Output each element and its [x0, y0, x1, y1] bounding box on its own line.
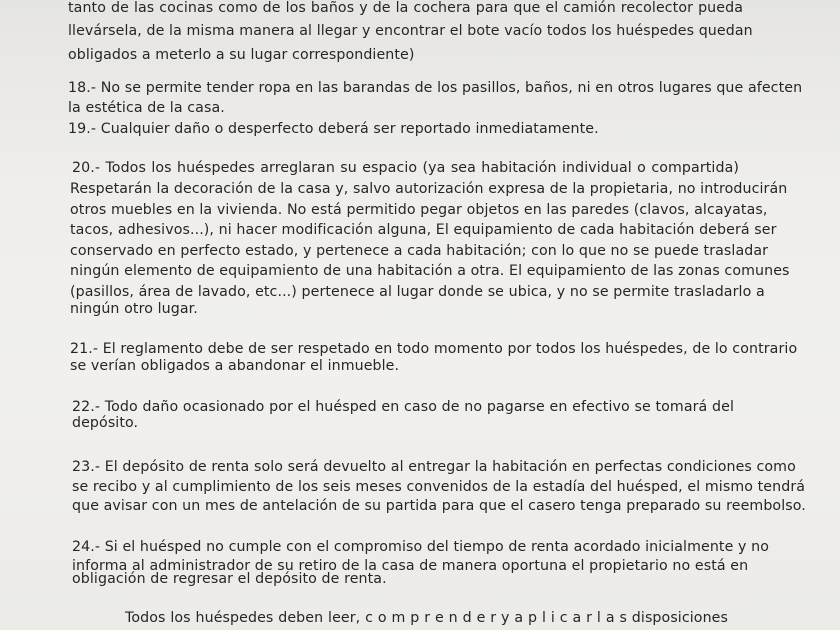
text-line: 24.- Si el huésped no cumple con el compromiso del tiempo de renta acordado inicialmente y no: [72, 539, 769, 555]
text-line: la estética de la casa.: [68, 100, 225, 116]
text-line: Todos los huéspedes deben leer, c o m p r e n d e r y a p l i c a r l a s disposiciones: [125, 610, 728, 626]
text-line: conservado en perfecto estado, y pertenece a cada habitación; con lo que no se puede trasladar: [70, 243, 769, 259]
text-line: (pasillos, área de lavado, etc...) pertenece al lugar donde se ubica, y no se permite trasladarlo a: [70, 284, 765, 300]
text-line: obligación de regresar el depósito de renta.: [72, 571, 387, 587]
text-line: 18.- No se permite tender ropa en las barandas de los pasillos, baños, ni en otros lugares que afecten: [68, 80, 803, 96]
text-line: informa al administrador de su retiro de la casa de manera oportuna el propietario no está en: [72, 558, 749, 574]
text-line: tanto de las cocinas como de los baños y de la cochera para que el camión recolector pueda: [68, 0, 743, 16]
text-line: depósito.: [72, 415, 139, 431]
text-line: llevársela, de la misma manera al llegar y encontrar el bote vacío todos los huéspedes quedan: [68, 23, 753, 39]
text-line: obligados a meterlo a su lugar correspondiente): [68, 47, 415, 63]
text-line: ningún elemento de equipamiento de una habitación a otra. El equipamiento de las zonas comunes: [70, 263, 790, 279]
text-line: tacos, adhesivos...), ni hacer modificación alguna, El equipamiento de cada habitación deberá ser: [70, 222, 777, 238]
text-line: otros muebles en la vivienda. No está permitido pegar objetos en las paredes (clavos, alcayatas,: [70, 202, 768, 218]
text-line: 23.- El depósito de renta solo será devuelto al entregar la habitación en perfectas condiciones como: [72, 459, 796, 475]
text-line: 19.- Cualquier daño o desperfecto deberá ser reportado inmediatamente.: [68, 121, 599, 137]
text-line: que avisar con un mes de antelación de su partida para que el casero tenga preparado su reembolso.: [72, 498, 806, 514]
text-line: ningún otro lugar.: [70, 301, 198, 317]
text-line: se recibo y al cumplimiento de los seis meses convenidos de la estadía del huésped, el mismo tendrá: [72, 479, 806, 495]
text-line: se verían obligados a abandonar el inmueble.: [70, 358, 400, 374]
text-line: Respetarán la decoración de la casa y, salvo autorización expresa de la propietaria, no introducirán: [70, 181, 788, 197]
text-line: 22.- Todo daño ocasionado por el huésped en caso de no pagarse en efectivo se tomará del: [72, 399, 734, 415]
text-line: 20.- Todos los huéspedes arreglaran su espacio (ya sea habitación individual o compartida): [72, 160, 739, 176]
text-line: 21.- El reglamento debe de ser respetado en todo momento por todos los huéspedes, de lo contrario: [70, 341, 798, 357]
